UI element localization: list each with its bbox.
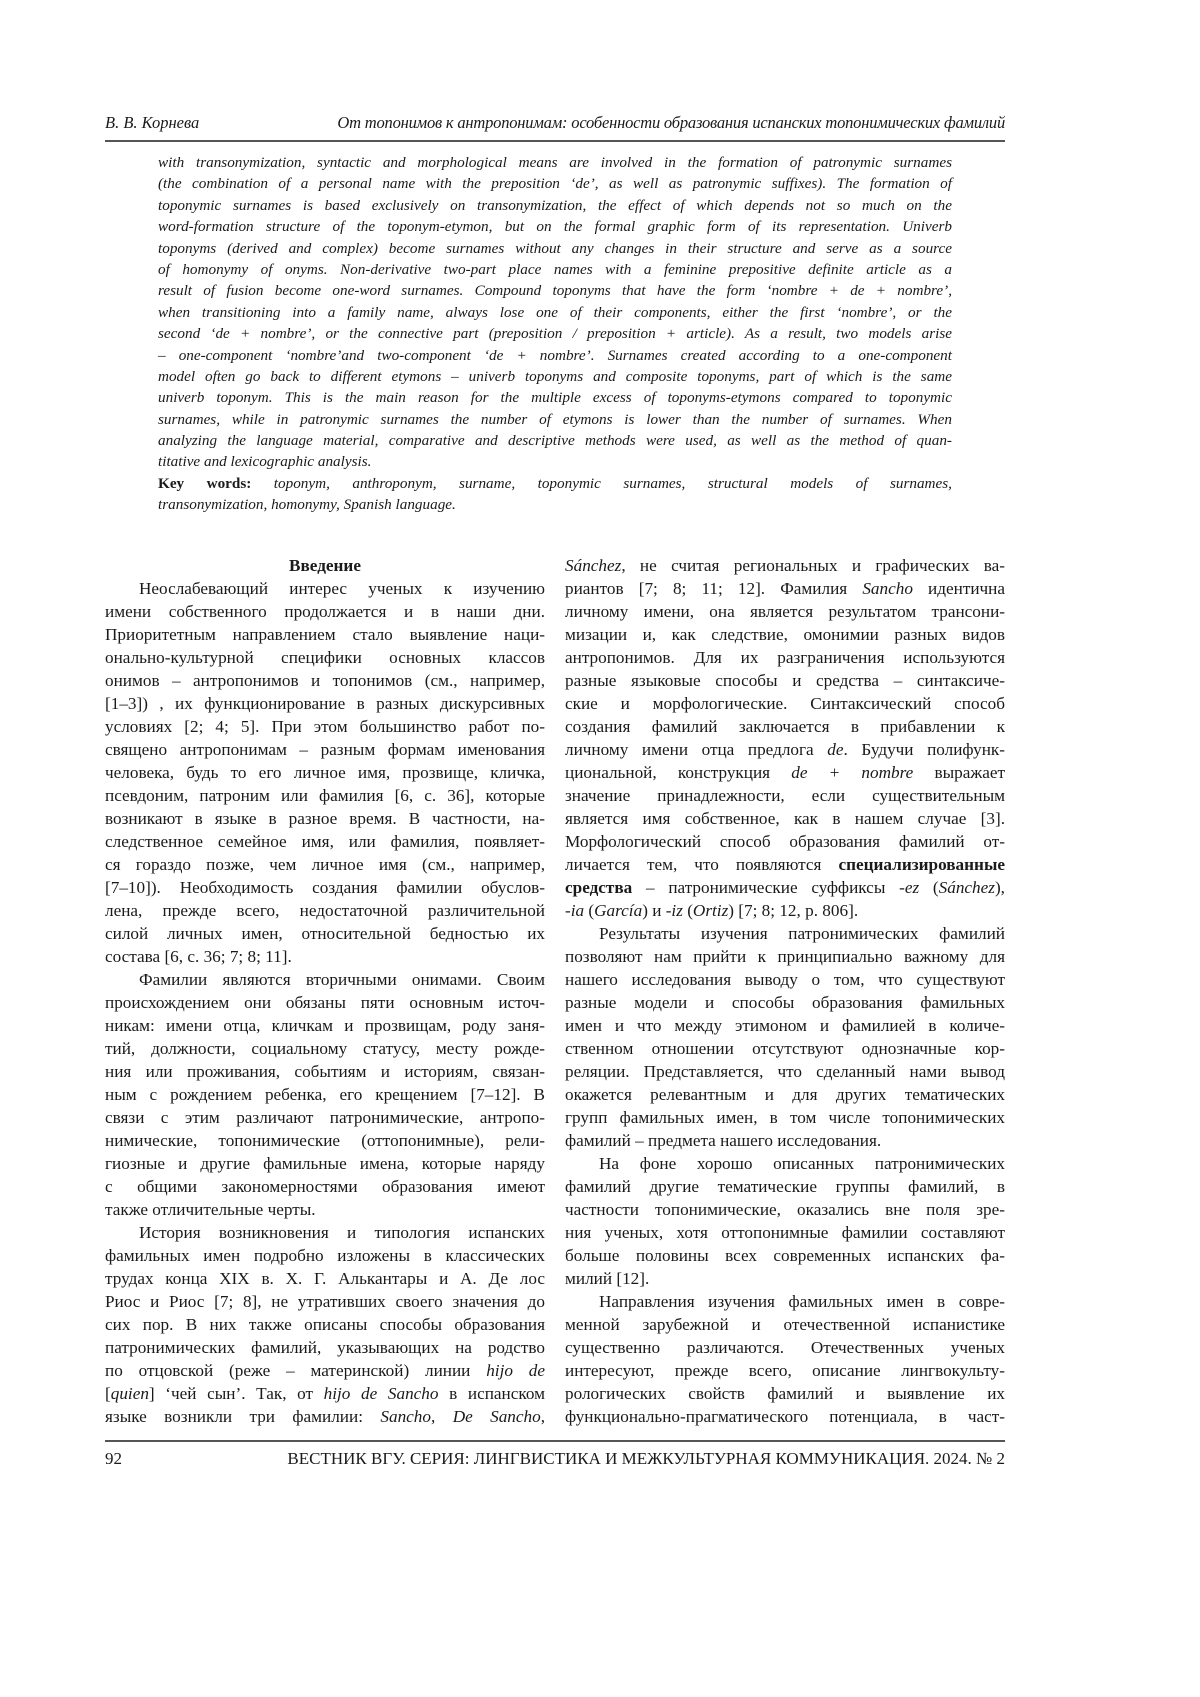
text-line: функционально-прагматического потенциала, в част- [565,1405,1005,1428]
text-line: человека, будь то его личное имя, прозвище, кличка, [105,761,545,784]
text-line: сих пор. В них также описаны способы образования [105,1313,545,1336]
text-run: ] ‘чей сын’. Так, от [149,1384,324,1403]
bold-text: средства [565,878,632,897]
text-line: трудах конца XIX в. Х. Г. Алькантары и А. Де лос [105,1267,545,1290]
italic-term: Ortiz [693,901,728,920]
text-line: ся гораздо позже, чем личное имя (см., например, [105,853,545,876]
text-line: с общими закономерностями образования имеют [105,1175,545,1198]
text-line: second ‘de + nombre’, or the connective part (preposition / preposition + article). As a result, two models arise [158,323,952,344]
running-header [105,113,1005,139]
italic-term: -ez [899,878,919,897]
italic-term: De Sancho [453,1407,541,1426]
text-line: with transonymization, syntactic and morphological means are involved in the formation of patronymic surnames [158,152,952,173]
text-line [105,1405,545,1428]
text-line: менной зарубежной и отечественной испанистике [565,1313,1005,1336]
abstract [158,152,952,516]
text-run: в испанском [439,1384,546,1403]
text-run: языке возникли три фамилии: [105,1407,380,1426]
text-line: окажется релевантным и для других тематических [565,1083,1005,1106]
text-line: Фамилии являются вторичными онимами. Своим [105,968,545,991]
text-line [565,554,1005,577]
bold-text: Key words: [158,475,251,492]
text-line: ния ученых, хотя оттопонимные фамилии составляют [565,1221,1005,1244]
text-line: model often go back to different etymons – univerb toponyms and composite toponyms, part of which is the same [158,366,952,387]
text-line: онимов – антропонимов и топонимов (см., например, [105,669,545,692]
text-line: имени собственного продолжается и в наши дни. [105,600,545,623]
text-line: происхождением они обязаны пяти основным источ- [105,991,545,1014]
text-line: создания фамилий заключается в прибавлении к [565,715,1005,738]
text-line: фамилий – предмета нашего исследования. [565,1129,1005,1152]
text-run: ( [683,901,693,920]
italic-term: de [827,740,843,759]
text-line [565,761,1005,784]
text-line: фамилий другие тематические группы фамилий, в [565,1175,1005,1198]
text-line: имен и что между этимоном и фамилией в количе- [565,1014,1005,1037]
text-run: toponym, anthroponym, surname, toponymic surnames, structural models of surnames, [251,475,952,492]
text-line: toponyms (derived and complex) become surnames without any changes in their structure and serve as a source [158,238,952,259]
italic-term: Sánchez [565,556,621,575]
italic-term: -ia [565,901,584,920]
text-line: titative and lexicographic analysis. [158,451,952,472]
text-line: [7–10]). Необходимость создания фамилии обуслов- [105,876,545,899]
text-line: антропонимов. Для их разграничения используются [565,646,1005,669]
text-line: реляции. Представляется, что сделанный нами вывод [565,1060,1005,1083]
text-run: выражает [913,763,1005,782]
header-author: В. В. Корнева [105,113,255,139]
text-line: рологических свойств фамилий и выявление их [565,1382,1005,1405]
text-run: ) [7; 8; 12, p. 806]. [728,901,858,920]
text-line: существенно различаются. Отечественных ученых [565,1336,1005,1359]
text-run: личается тем, что появляются [565,855,838,874]
text-line: силой личных имен, относительной бедностью их [105,922,545,945]
text-line: позволяют нам прийти к принципиально важному для [565,945,1005,968]
text-line: ным с рождением ребенка, его крещением [7–12]. В [105,1083,545,1106]
text-line: of homonymy of onyms. Non-derivative two-part place names with a feminine prepositive definite article as a [158,259,952,280]
italic-term: -iz [666,901,683,920]
text-run: по отцовской (реже – материнской) линии [105,1361,486,1380]
text-line: является имя собственное, как в нашем случае [3]. [565,807,1005,830]
text-run: ) и [642,901,666,920]
text-line [105,1382,545,1405]
text-line: также отличительные черты. [105,1198,545,1221]
text-line: фамильных имен подробно изложены в классических [105,1244,545,1267]
text-line: разные языковые способы и средства – синтаксиче- [565,669,1005,692]
italic-term: Sánchez [939,878,995,897]
text-line: ские и морфологические. Синтаксический способ [565,692,1005,715]
text-line: Неослабевающий интерес ученых к изучению [105,577,545,600]
text-line [565,853,1005,876]
text-line: На фоне хорошо описанных патронимических [565,1152,1005,1175]
text-line: Направления изучения фамильных имен в совре- [565,1290,1005,1313]
text-line: Приоритетным направлением стало выявление наци- [105,623,545,646]
italic-term: quien [111,1384,149,1403]
text-line: нашего исследования выводу о том, что существуют [565,968,1005,991]
text-line: онально-культурной специфики основных классов [105,646,545,669]
text-line: псевдоним, патроним или фамилия [6, с. 36], которые [105,784,545,807]
text-line: состава [6, с. 36; 7; 8; 11]. [105,945,545,968]
text-line: личному имени, она является результатом трансони- [565,600,1005,623]
text-line: значение принадлежности, если существительным [565,784,1005,807]
text-line [565,577,1005,600]
text-line: разные модели и способы образования фамильных [565,991,1005,1014]
text-line: тий, должности, социальному статусу, месту рожде- [105,1037,545,1060]
text-line: toponymic surnames is based exclusively on transonymization, the effect of which depends not so much on the [158,195,952,216]
text-line: surnames, while in patronymic surnames the number of etymons is lower than the number of surnames. When [158,409,952,430]
text-line: групп фамильных имен, в том числе топонимических [565,1106,1005,1129]
text-line: никам: имени отца, кличкам и прозвищам, роду заня- [105,1014,545,1037]
text-line [565,876,1005,899]
text-line: История возникновения и типология испанских [105,1221,545,1244]
footer-rule [105,1440,1005,1442]
bold-text: специализированные [838,855,1005,874]
text-line: следственное семейное имя, или фамилия, появляет- [105,830,545,853]
header-rule [105,140,1005,142]
italic-term: hijo de Sancho [324,1384,439,1403]
text-run: , не считая региональных и графических ва- [621,556,1005,575]
text-line: univerb toponym. This is the main reason for the multiple excess of toponyms-etymons compared to toponymic [158,387,952,408]
text-line: transonymization, homonymy, Spanish language. [158,494,952,515]
text-line: больше половины всех современных испанских фа- [565,1244,1005,1267]
text-line [565,738,1005,761]
text-line: мизации и, как следствие, омонимии разных видов [565,623,1005,646]
text-run: идентична [913,579,1005,598]
text-line: ственном отношении отсутствуют однозначные кор- [565,1037,1005,1060]
italic-term: García [594,901,642,920]
italic-term: Sancho [862,579,913,598]
text-line: интересуют, прежде всего, описание лингвокульту- [565,1359,1005,1382]
header-article-title: От топонимов к антропонимам: особенности образования испанских топонимических фамилий [255,113,1005,139]
text-run: ( [919,878,938,897]
section-heading: Введение [105,554,545,577]
text-run: , [431,1407,453,1426]
text-line [565,899,1005,922]
text-line: нимические, топонимические (оттопонимные), рели- [105,1129,545,1152]
text-run: , [541,1407,545,1426]
text-line: [1–3]) , их функционирование в разных дискурсивных [105,692,545,715]
text-run: . Будучи полифунк- [844,740,1006,759]
text-line: result of fusion become one-word surnames. Compound toponyms that have the form ‘nombre + de + nombre’, [158,280,952,301]
italic-term: Sancho [380,1407,431,1426]
page-number: 92 [105,1449,122,1469]
text-line: – one-component ‘nombre’and two-component ‘de + nombre’. Surnames created according to a one-component [158,345,952,366]
running-footer [105,1449,1005,1469]
text-line: word-formation structure of the toponym-etymon, but on the formal graphic form of its representation. Univerb [158,216,952,237]
text-line: милий [12]. [565,1267,1005,1290]
text-line [105,1359,545,1382]
journal-name: ВЕСТНИК ВГУ. СЕРИЯ: ЛИНГВИСТИКА И МЕЖКУЛЬТУРНАЯ КОММУНИКАЦИЯ. 2024. № 2 [287,1449,1005,1469]
right-column [565,554,1005,1428]
text-line: возникают в языке в разное время. В частности, на- [105,807,545,830]
text-line: when transitioning into a family name, always lose one of their components, either the first ‘nombre’, or the [158,302,952,323]
text-line [158,473,952,494]
text-line: (the combination of a personal name with the preposition ‘de’, as well as patronymic suffixes). The formation of [158,173,952,194]
text-line: условиях [2; 4; 5]. При этом большинство работ по- [105,715,545,738]
text-run: ( [584,901,594,920]
text-line: связи с этим различают патронимические, антропо- [105,1106,545,1129]
text-line: гиозные и другие фамильные имена, которые наряду [105,1152,545,1175]
text-line: Морфологический способ образования фамилий от- [565,830,1005,853]
text-line: частности топонимические, оказались вне поля зре- [565,1198,1005,1221]
text-line: священо антропонимам – разным формам именования [105,738,545,761]
text-line: Риос и Риос [7; 8], не утративших своего значения до [105,1290,545,1313]
text-run: циональной, конструкция [565,763,791,782]
italic-term: de + nombre [791,763,913,782]
italic-term: hijo de [486,1361,545,1380]
text-run: [ [105,1384,111,1403]
text-line: патронимических фамилий, указывающих на родство [105,1336,545,1359]
left-column [105,554,545,1428]
text-run: ), [995,878,1005,897]
text-line: Результаты изучения патронимических фамилий [565,922,1005,945]
text-line: лена, прежде всего, недостаточной различительной [105,899,545,922]
text-run: личному имени отца предлога [565,740,827,759]
text-run: риантов [7; 8; 11; 12]. Фамилия [565,579,862,598]
text-line: analyzing the language material, comparative and descriptive methods were used, as well as the method of quan- [158,430,952,451]
text-run: – патронимические суффиксы [632,878,899,897]
text-line: ния или проживания, событиям и историям, связан- [105,1060,545,1083]
